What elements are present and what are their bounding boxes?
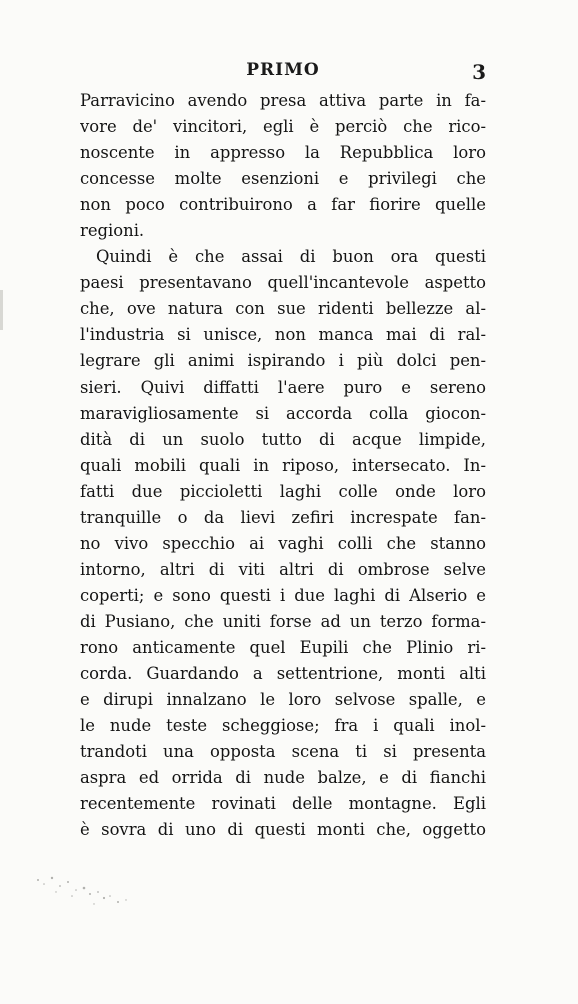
text-line: regioni. (80, 221, 145, 241)
text-line: fatti due piccioletti laghi colle onde loro (80, 481, 486, 501)
text-line: concesse molte esenzioni e privilegi che (80, 169, 486, 189)
text-line: no vivo specchio ai vaghi colli che stanno (80, 533, 486, 553)
text-line: coperti; e sono questi i due laghi di Alserio e (80, 585, 486, 605)
text-line: e dirupi innalzano le loro selvose spalle, e (80, 690, 486, 710)
text-line: tranquille o da lievi zefiri increspate fan- (80, 507, 486, 527)
text-line: è sovra di uno di questi monti che, oggetto (80, 820, 486, 840)
text-line: paesi presentavano quell'incantevole aspetto (80, 273, 486, 293)
text-line: trandoti una opposta scena ti si presenta (80, 742, 486, 762)
text-line: maravigliosamente si accorda colla giocon- (80, 403, 486, 423)
body-text (80, 88, 486, 843)
ink-smudge (30, 860, 150, 920)
text-line: quali mobili quali in riposo, intersecato. In- (80, 455, 486, 475)
page-edge-mark (0, 290, 3, 330)
running-head: PRIMO (246, 60, 320, 80)
text-line: intorno, altri di viti altri di ombrose selve (80, 559, 486, 579)
text-line: le nude teste scheggiose; fra i quali inol- (80, 716, 486, 736)
text-line: rono anticamente quel Eupili che Plinio ri- (80, 637, 486, 657)
text-line: Parravicino avendo presa attiva parte in fa- (80, 91, 486, 110)
text-line: che, ove natura con sue ridenti bellezze al- (80, 299, 486, 319)
text-line: aspra ed orrida di nude balze, e di fianchi (80, 768, 486, 788)
page-header (80, 60, 486, 88)
text-line: recentemente rovinati delle montagne. Egli (80, 794, 486, 814)
text-line: di Pusiano, che uniti forse ad un terzo forma- (80, 611, 486, 631)
text-line: l'industria si unisce, non manca mai di ral- (80, 325, 486, 345)
page-number: 3 (472, 60, 486, 84)
text-line: corda. Guardando a settentrione, monti alti (80, 664, 486, 684)
text-line: Quindi è che assai di buon ora questi (96, 247, 486, 267)
text-line: noscente in appresso la Repubblica loro (80, 143, 486, 163)
text-line: legrare gli animi ispirando i più dolci pen- (80, 351, 486, 371)
text-line: sieri. Quivi diffatti l'aere puro e sereno (80, 377, 486, 397)
text-line: vore de' vincitori, egli è perciò che rico- (80, 117, 486, 137)
text-line: non poco contribuirono a far fiorire quelle (80, 195, 486, 215)
text-line: dità di un suolo tutto di acque limpide, (80, 429, 486, 449)
